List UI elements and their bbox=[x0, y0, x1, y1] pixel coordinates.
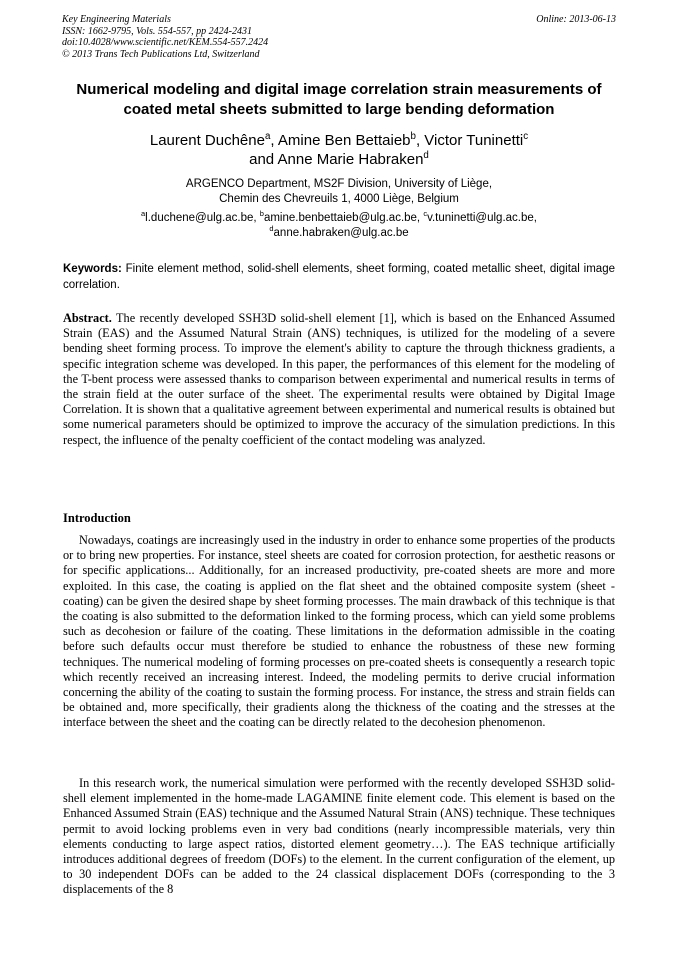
author-separator: , bbox=[270, 132, 278, 149]
journal-header bbox=[62, 14, 268, 60]
email-line-1 bbox=[60, 211, 618, 226]
author-name: Laurent Duchêne bbox=[149, 132, 265, 149]
author-name: Victor Tuninetti bbox=[424, 132, 524, 149]
author-superscript: c bbox=[523, 131, 529, 142]
issn-line: ISSN: 1662-9795, Vols. 554-557, pp 2424-2431 bbox=[62, 25, 252, 37]
email-address[interactable]: anne.habraken@ulg.ac.be bbox=[273, 227, 409, 239]
abstract-label: Abstract. bbox=[63, 311, 112, 325]
affiliation-line: Chemin des Chevreuils 1, 4000 Liège, Belgium bbox=[219, 193, 459, 205]
author-line-2 bbox=[60, 150, 618, 169]
doi-line: doi:10.4028/www.scientific.net/KEM.554-557.2424 bbox=[62, 37, 269, 48]
author-superscript: a bbox=[264, 131, 271, 142]
email-superscript: d bbox=[269, 224, 274, 234]
author-conjunction: and bbox=[249, 151, 278, 168]
author-emails bbox=[60, 211, 618, 241]
author-name: Anne Marie Habraken bbox=[277, 151, 424, 168]
email-superscript: a bbox=[141, 209, 146, 219]
intro-paragraph-1: Nowadays, coatings are increasingly used in the industry in order to enhance some properties of the products or to bring new properties. For instance, steel sheets are coated for corrosion protection, for aesthetic reasons or for specific applications... Additionally, for an increased productivity, pre-coated sheets are more and more exploited. In this case, the coating is applied on the flat sheet and the obtained composite system (sheet - coating) can be given the desired shape by sheet forming processes. The main drawback of this technique is that the coating is also submitted to the deformation linked to the forming process, which can yield some problems such as decohesion or failure of the coating. These limitations in the deformation admissible in the coating before such defaults occur must therefore be studied to enhance the robustness of these new forming techniques. The numerical modeling of forming processes on pre-coated sheets is consequently a research topic which recently received an increasing interest. Indeed, the modeling permits to derive crucial information concerning the ability of the coating to sustain the forming process. For instance, the stress and strain fields can be obtained and, more specifically, their gradients along the thickness of the coating and the stresses at the interface between the sheet and the coating can be directly related to the decohesion phenomenon. bbox=[63, 533, 615, 730]
keywords-text: Finite element method, solid-shell elements, sheet forming, coated metallic sheet, digital image correlation. bbox=[63, 263, 615, 291]
abstract bbox=[63, 311, 615, 448]
affiliation-line: ARGENCO Department, MS2F Division, University of Liège, bbox=[185, 178, 493, 190]
author-line-1 bbox=[60, 131, 618, 150]
author-list bbox=[60, 131, 618, 169]
copyright-line: © 2013 Trans Tech Publications Ltd, Switzerland bbox=[62, 48, 260, 60]
keywords bbox=[63, 262, 615, 293]
email-address[interactable]: amine.benbettaieb@ulg.ac.be, bbox=[263, 212, 424, 224]
abstract-text: The recently developed SSH3D solid-shell element [1], which is based on the Enhanced Assumed Strain (EAS) and the Assumed Natural Strain (ANS) techniques, is utilized for the modeling of a severe bending sheet forming process. To improve the element's ability to capture the through thickness gradients, a specific integration scheme was developed. In this paper, the performances of this element for the modeling of the T-bent process were assessed thanks to comparison between experimental and numerical results in terms of the strain field at the outer surface of the sheet. The experimental results were obtained by Digital Image Correlation. It is shown that a qualitative agreement between experimental and numerical results is obtained but some numerical parameters should be optimized to improve the accuracy of the simulation predictions. In this respect, the influence of the penalty coefficient of the contact modeling was analyzed. bbox=[63, 311, 615, 447]
email-line-2 bbox=[60, 226, 618, 241]
author-name: Amine Ben Bettaieb bbox=[277, 132, 411, 149]
online-date: Online: 2013-06-13 bbox=[536, 14, 616, 25]
keywords-label: Keywords: bbox=[63, 263, 122, 275]
email-address[interactable]: v.tuninetti@ulg.ac.be, bbox=[427, 212, 537, 224]
email-address[interactable]: l.duchene@ulg.ac.be, bbox=[145, 212, 260, 224]
author-separator: , bbox=[415, 132, 425, 149]
section-heading-introduction: Introduction bbox=[63, 511, 131, 525]
email-superscript: b bbox=[259, 209, 264, 219]
journal-name: Key Engineering Materials bbox=[62, 14, 171, 25]
affiliation bbox=[60, 177, 618, 207]
paper-title: Numerical modeling and digital image correlation strain measurements of coated metal sheets submitted to large bending deformation bbox=[76, 81, 602, 118]
author-superscript: d bbox=[423, 150, 429, 161]
author-superscript: b bbox=[410, 131, 416, 142]
email-superscript: c bbox=[423, 209, 428, 219]
intro-paragraph-2: In this research work, the numerical simulation were performed with the recently developed SSH3D solid-shell element implemented in the home-made LAGAMINE finite element code. This element is based on the Enhanced Assumed Strain (EAS) technique and the Assumed Natural Strain (ANS) technique. These techniques permit to avoid locking problems even in very bad conditions (nearly incompressible materials, very thin elements conducting to large aspect ratios, distorted element geometry…). The EAS technique artificially introduces additional degrees of freedom (DOFs) to the element. In the current configuration of the element, up to 30 independent DOFs can be added to the 24 classical displacement DOFs (corresponding to the 3 displacements of the 8 bbox=[63, 776, 615, 897]
